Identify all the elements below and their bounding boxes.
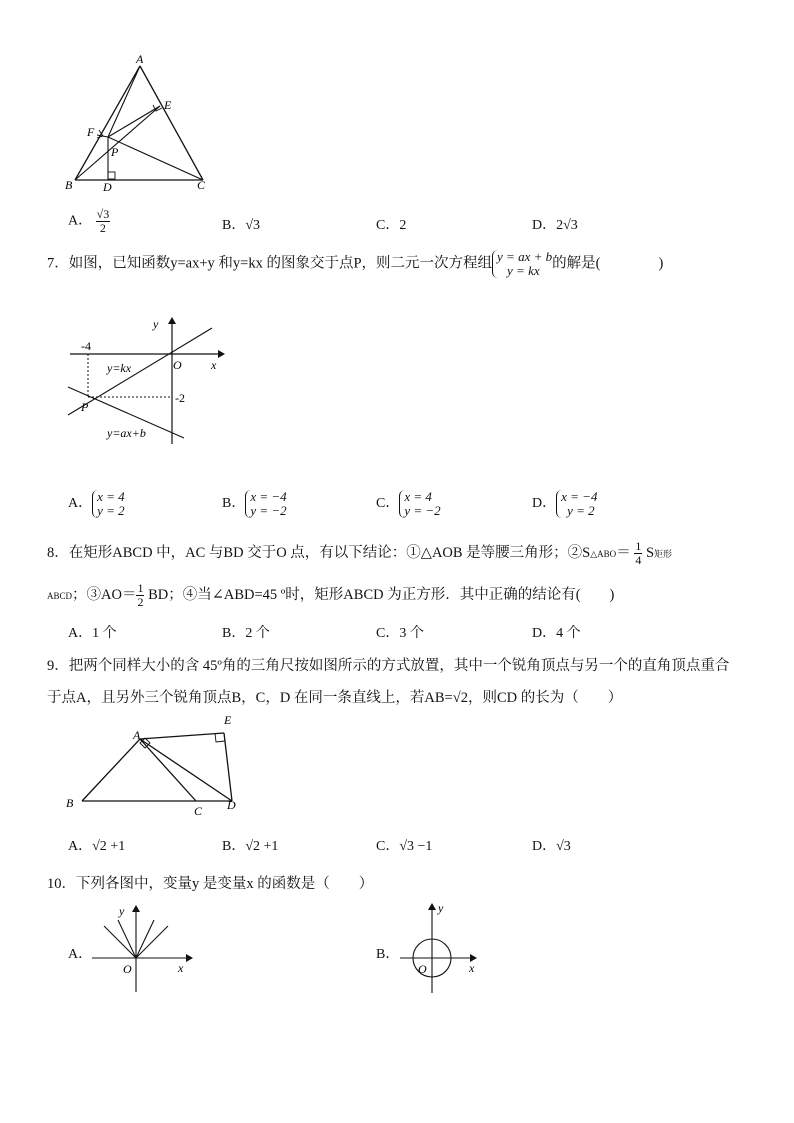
q6-label-a: A [136, 52, 144, 66]
q7-line-kx-label: y=kx [107, 361, 132, 375]
q7-line-axb-label: y=ax+b [107, 426, 146, 440]
q6-label-e: E [164, 98, 172, 112]
q9-label-d: D [227, 798, 236, 812]
q7-option-a[interactable]: A． x = 4 y = 2 [68, 489, 125, 518]
q6-label-p: P [111, 145, 119, 159]
q10a-x-label: x [178, 961, 184, 975]
q9-label-c: C [194, 804, 203, 818]
q7-tick-neg2: -2 [175, 391, 185, 405]
q9-option-d[interactable]: D．√3 [532, 839, 571, 854]
q10a-origin-label: O [123, 962, 132, 976]
q6-label-f: F [87, 125, 95, 139]
q8-question-line2: ABCD；③AO＝ $\frac{1}{2}$ BD；④当∠ABD=45 º时，矩形ABCD 为正方形．其中正确的结论有( ) [47, 581, 615, 609]
q7-x-axis-label: x [211, 358, 217, 372]
q10a-y-label: y [119, 904, 125, 918]
q6-triangle-figure [60, 50, 220, 195]
q10-graph-b[interactable] [392, 898, 492, 998]
q6-label-c: C [197, 178, 206, 192]
q10-option-b[interactable]: B． [376, 947, 400, 962]
q7-graph [60, 312, 230, 452]
q10-graph-a[interactable] [88, 900, 198, 995]
q10-option-a[interactable]: A． [68, 947, 93, 962]
q9-question-line2: 于点A，且另外三个锐角顶点B，C，D 在同一条直线上，若AB=√2，则CD 的长为（ ） [47, 690, 623, 706]
q6-option-b[interactable]: B．√3 [222, 218, 261, 233]
q8-option-a[interactable]: A．1 个 [68, 626, 117, 641]
q7-question: 7．如图，已知函数y=ax+y 和y=kx 的图象交于点P，则二元一次方程组 y = ax + b y = kx 的解是( ) [47, 249, 664, 278]
q9-triangle-figure [60, 705, 250, 823]
q7-option-b[interactable]: B． x = −4 y = −2 [222, 489, 287, 518]
q8-option-c[interactable]: C．3 个 [376, 626, 424, 641]
q6-label-b: B [65, 178, 73, 192]
q9-option-c[interactable]: C．√3 −1 [376, 839, 433, 854]
q10-question: 10．下列各图中，变量y 是变量x 的函数是（ ） [47, 876, 374, 892]
q7-equation-system: y = ax + b y = kx [492, 250, 552, 278]
q6-label-d: D [103, 180, 112, 194]
q9-question-line1: 9．把两个同样大小的含 45º角的三角尺按如图所示的方式放置，其中一个锐角顶点与另一个的直角顶点重合 [47, 658, 730, 674]
q9-label-b: B [66, 796, 74, 810]
q9-label-e: E [224, 713, 232, 727]
q8-option-d[interactable]: D．4 个 [532, 626, 581, 641]
q9-option-b[interactable]: B．√2 +1 [222, 839, 279, 854]
q7-point-p-label: P [81, 400, 89, 414]
q7-origin-label: O [173, 358, 182, 372]
q9-option-a[interactable]: A．√2 +1 [68, 839, 126, 854]
q7-option-d[interactable]: D． x = −4 y = 2 [532, 489, 598, 518]
q6-option-c[interactable]: C．2 [376, 218, 407, 233]
q8-option-b[interactable]: B．2 个 [222, 626, 270, 641]
q6-option-d[interactable]: D．2√3 [532, 218, 578, 233]
q7-option-c[interactable]: C． x = 4 y = −2 [376, 489, 441, 518]
q10b-origin-label: O [418, 962, 427, 976]
q7-tick-neg4: -4 [81, 339, 91, 353]
q6-option-a[interactable]: A． $\frac{√3}{2}$ [68, 207, 110, 235]
q7-y-axis-label: y [153, 317, 159, 331]
q10b-y-label: y [438, 901, 444, 915]
q10b-x-label: x [469, 961, 475, 975]
q8-question-line1: 8．在矩形ABCD 中，AC 与BD 交于O 点，有以下结论：①△AOB 是等腰三角形；②S△ABO＝ $\frac{1}{4}$ S矩形 [47, 539, 673, 567]
q9-label-a: A [133, 728, 141, 742]
